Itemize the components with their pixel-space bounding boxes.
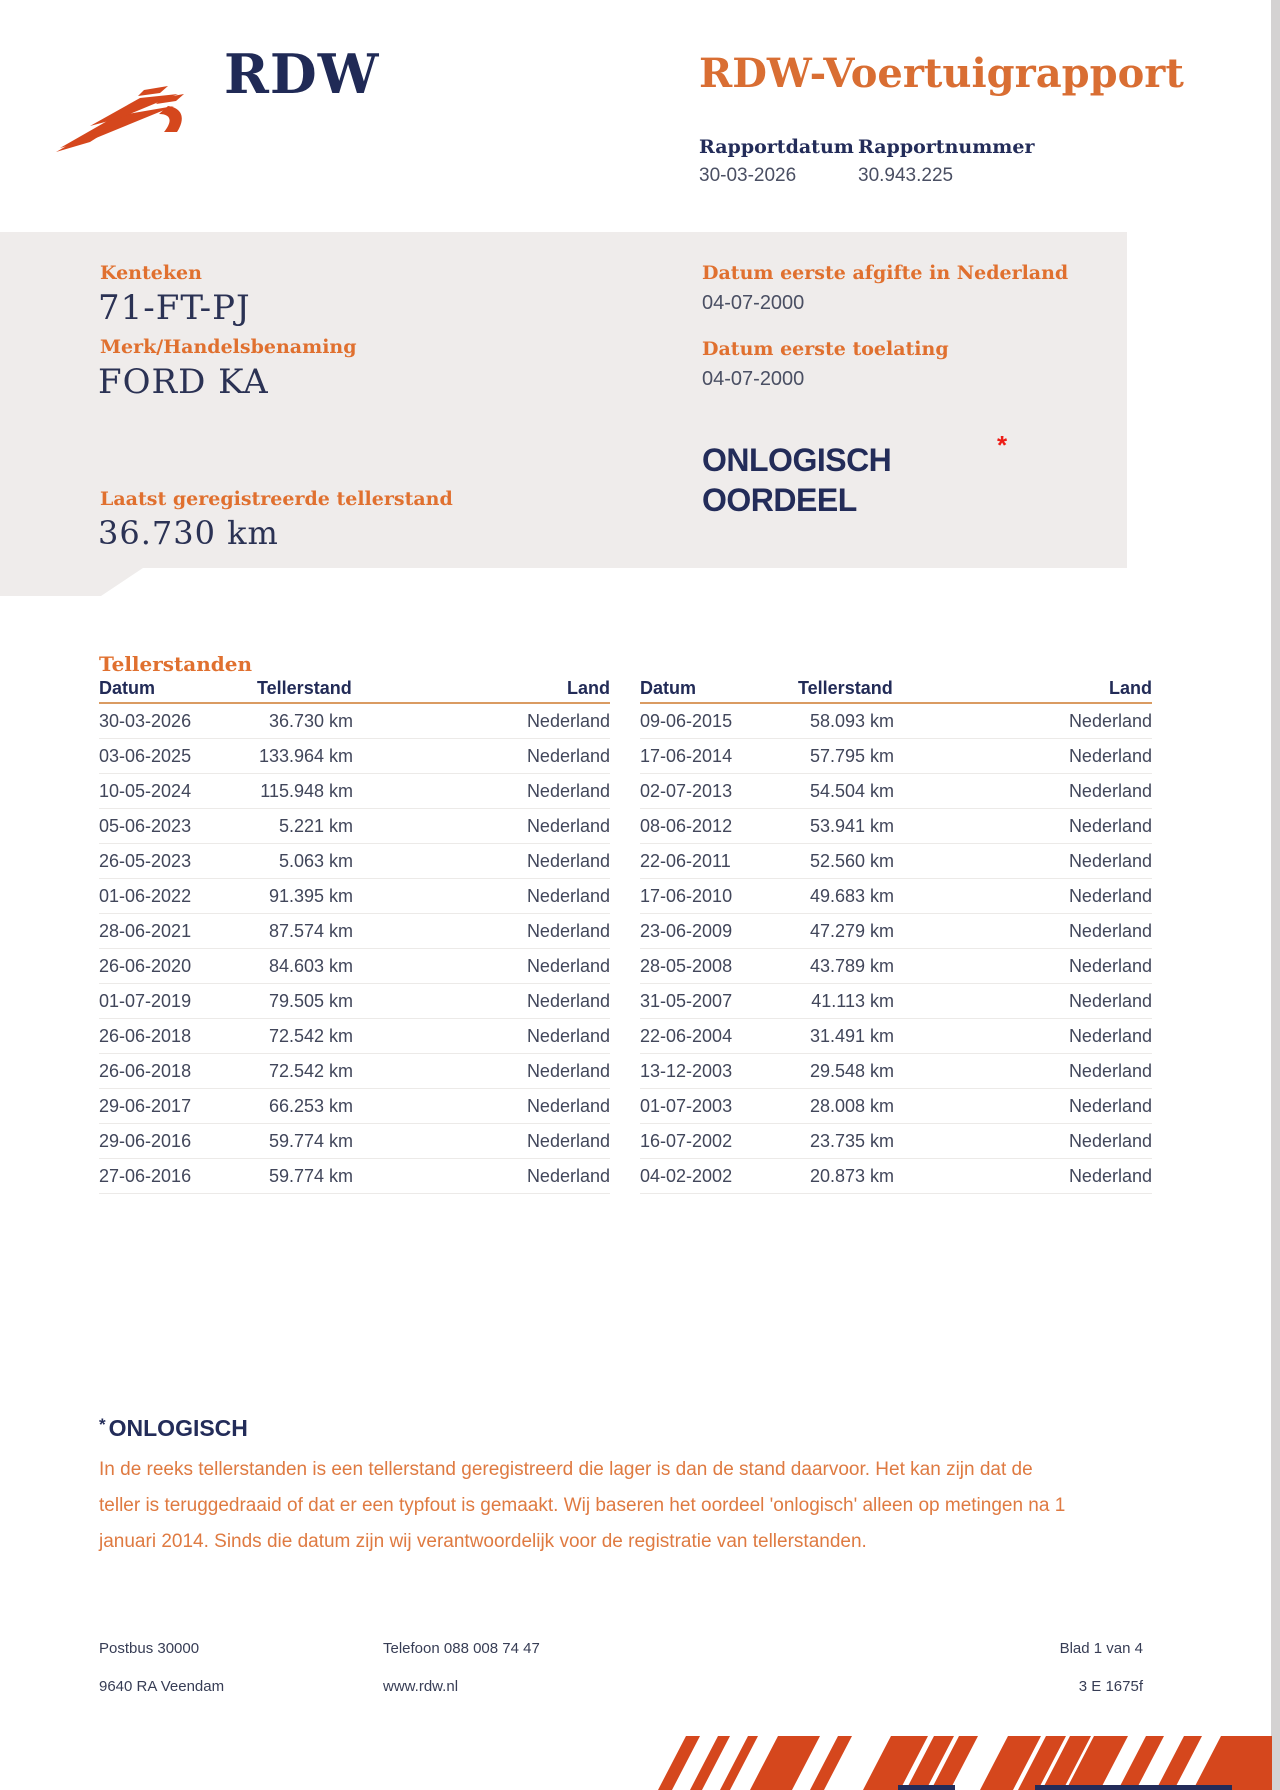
row-land: Nederland [526, 711, 610, 731]
oordeel-text [702, 440, 891, 520]
row-km: 52.560 km [809, 851, 894, 871]
row-date: 08-06-2012 [640, 816, 733, 836]
row-land: Nederland [526, 816, 610, 836]
row-km: 5.063 km [278, 851, 353, 871]
row-land: Nederland [526, 956, 610, 976]
row-land: Nederland [1068, 851, 1152, 871]
row-date: 23-06-2009 [640, 921, 733, 941]
row-km: 41.113 km [811, 991, 894, 1011]
row-km: 5.221 km [278, 816, 353, 836]
row-date: 10-05-2024 [99, 781, 192, 801]
row-date: 04-02-2002 [640, 1166, 733, 1186]
table-header-row [640, 678, 1152, 704]
laatste-tellerstand-label: Laatst geregistreerde tellerstand [100, 488, 453, 510]
report-number-label: Rapportnummer [858, 136, 1035, 158]
row-date: 05-06-2023 [99, 816, 192, 836]
row-land: Nederland [1068, 921, 1152, 941]
scrollbar-track[interactable] [1271, 0, 1280, 1790]
tellerstanden-heading: Tellerstanden [99, 652, 253, 676]
row-km: 53.941 km [809, 816, 894, 836]
row-land: Nederland [1068, 886, 1152, 906]
row-land: Nederland [1068, 711, 1152, 731]
merk-label: Merk/Handelsbenaming [100, 336, 357, 358]
row-land: Nederland [1068, 1061, 1152, 1081]
row-date: 17-06-2014 [640, 746, 733, 766]
table-row [99, 1159, 610, 1194]
table-row [640, 879, 1152, 914]
row-land: Nederland [1068, 816, 1152, 836]
table-row [99, 809, 610, 844]
row-date: 01-07-2003 [640, 1096, 733, 1116]
note-title-text: ONLOGISCH [108, 1415, 248, 1441]
row-km: 79.505 km [268, 991, 353, 1011]
row-date: 26-06-2018 [99, 1061, 192, 1081]
row-km: 49.683 km [809, 886, 894, 906]
row-date: 17-06-2010 [640, 886, 733, 906]
table-row [640, 1159, 1152, 1194]
table-row [99, 984, 610, 1019]
row-date: 03-06-2025 [99, 746, 192, 766]
row-land: Nederland [1068, 1096, 1152, 1116]
row-land: Nederland [526, 746, 610, 766]
report-date-label: Rapportdatum [699, 136, 854, 158]
oordeel-line2: OORDEEL [702, 482, 857, 518]
row-km: 54.504 km [809, 781, 894, 801]
table-row [99, 704, 610, 739]
merk-value: FORD KA [98, 362, 269, 402]
row-land: Nederland [526, 991, 610, 1011]
afgifte-value: 04-07-2000 [702, 292, 805, 314]
report-date-value: 30-03-2026 [699, 165, 797, 186]
table-row [640, 984, 1152, 1019]
row-date: 26-05-2023 [99, 851, 192, 871]
row-date: 01-07-2019 [99, 991, 192, 1011]
table-row [640, 1089, 1152, 1124]
row-date: 27-06-2016 [99, 1166, 192, 1186]
table-row [640, 1124, 1152, 1159]
table-row [640, 1054, 1152, 1089]
oordeel-line1: ONLOGISCH [702, 442, 892, 478]
row-date: 30-03-2026 [99, 711, 192, 731]
row-land: Nederland [1068, 746, 1152, 766]
rdw-footer-artwork [650, 1736, 1272, 1790]
row-land: Nederland [526, 1096, 610, 1116]
row-km: 29.548 km [809, 1061, 894, 1081]
row-date: 22-06-2004 [640, 1026, 733, 1046]
tellerstanden-table-left [99, 678, 610, 1194]
table-row [99, 1054, 610, 1089]
row-date: 31-05-2007 [640, 991, 733, 1011]
row-date: 29-06-2016 [99, 1131, 192, 1151]
footer-phone: Telefoon 088 008 74 47 [383, 1640, 540, 1657]
kenteken-label: Kenteken [100, 262, 202, 284]
row-date: 01-06-2022 [99, 886, 192, 906]
row-km: 20.873 km [809, 1166, 894, 1186]
row-land: Nederland [526, 1166, 610, 1186]
row-km: 31.491 km [809, 1026, 894, 1046]
toelating-value: 04-07-2000 [702, 368, 805, 390]
table-row [640, 809, 1152, 844]
table-row [99, 914, 610, 949]
row-land: Nederland [1068, 1131, 1152, 1151]
footer-website-link[interactable]: www.rdw.nl [383, 1678, 459, 1695]
note-asterisk-marker: * [99, 1415, 106, 1434]
row-km: 84.603 km [268, 956, 353, 976]
row-km: 59.774 km [268, 1166, 353, 1186]
row-date: 28-05-2008 [640, 956, 733, 976]
row-land: Nederland [526, 1061, 610, 1081]
row-km: 133.964 km [258, 746, 353, 766]
tellerstanden-table-right [640, 678, 1152, 1194]
row-date: 16-07-2002 [640, 1131, 733, 1151]
table-row [640, 844, 1152, 879]
table-row [640, 949, 1152, 984]
col-header-land: Land [567, 678, 610, 698]
footer-address-line1: Postbus 30000 [99, 1640, 200, 1657]
footer-form-code: 3 E 1675f [1078, 1678, 1143, 1695]
page-title: RDW-Voertuigrapport [699, 50, 1184, 97]
row-km: 23.735 km [809, 1131, 894, 1151]
row-km: 115.948 km [260, 781, 353, 801]
row-land: Nederland [526, 1131, 610, 1151]
row-date: 29-06-2017 [99, 1096, 192, 1116]
table-row [99, 879, 610, 914]
row-km: 58.093 km [809, 711, 894, 731]
row-date: 28-06-2021 [99, 921, 192, 941]
note-title [99, 1415, 248, 1442]
toelating-label: Datum eerste toelating [702, 338, 949, 360]
rdw-logo-icon [56, 76, 198, 154]
table-row [640, 739, 1152, 774]
col-header-tellerstand: Tellerstand [257, 678, 352, 698]
table-row [99, 1089, 610, 1124]
row-km: 28.008 km [809, 1096, 894, 1116]
row-land: Nederland [1068, 1166, 1152, 1186]
table-row [99, 844, 610, 879]
row-land: Nederland [526, 886, 610, 906]
row-km: 72.542 km [268, 1061, 353, 1081]
table-row [640, 914, 1152, 949]
row-date: 02-07-2013 [640, 781, 733, 801]
row-land: Nederland [1068, 1026, 1152, 1046]
row-date: 09-06-2015 [640, 711, 733, 731]
footer-page-indicator: Blad 1 van 4 [1059, 1640, 1143, 1657]
row-land: Nederland [1068, 991, 1152, 1011]
row-km: 36.730 km [268, 711, 353, 731]
report-number-value: 30.943.225 [858, 165, 954, 186]
table-row [99, 1019, 610, 1054]
footer-address-line2: 9640 RA Veendam [99, 1678, 225, 1695]
laatste-tellerstand-value: 36.730 km [98, 514, 279, 552]
table-row [640, 1019, 1152, 1054]
note-body-text: In de reeks tellerstanden is een tellerstand geregistreerd die lager is dan de stand daarvoor. Het kan zijn dat de teller is teruggedraaid of dat er een typfout is gemaakt. Wij baseren het oordeel 'onlogisch' alleen op metingen na 1 januari 2014. Sinds die datum zijn wij verantwoordelijk voor de registratie van tellerstanden. [99, 1459, 1066, 1552]
kenteken-value: 71-FT-PJ [98, 288, 251, 328]
logo-wordmark: RDW [224, 42, 380, 106]
col-header-datum: Datum [99, 678, 156, 698]
col-header-datum: Datum [640, 678, 697, 698]
col-header-tellerstand: Tellerstand [798, 678, 893, 698]
table-body [640, 704, 1152, 1194]
col-header-land: Land [1109, 678, 1152, 698]
row-land: Nederland [526, 781, 610, 801]
row-date: 26-06-2018 [99, 1026, 192, 1046]
row-land: Nederland [1068, 956, 1152, 976]
row-date: 22-06-2011 [640, 851, 731, 871]
afgifte-label: Datum eerste afgifte in Nederland [702, 262, 1069, 284]
table-row [640, 704, 1152, 739]
table-row [640, 774, 1152, 809]
row-km: 66.253 km [268, 1096, 353, 1116]
table-row [99, 739, 610, 774]
row-date: 13-12-2003 [640, 1061, 733, 1081]
row-km: 59.774 km [268, 1131, 353, 1151]
row-km: 72.542 km [268, 1026, 353, 1046]
row-land: Nederland [526, 1026, 610, 1046]
oordeel-asterisk-marker: * [997, 430, 1008, 460]
row-km: 87.574 km [268, 921, 353, 941]
table-header-row [99, 678, 610, 704]
row-land: Nederland [526, 851, 610, 871]
table-row [99, 949, 610, 984]
row-km: 47.279 km [809, 921, 894, 941]
row-km: 91.395 km [268, 886, 353, 906]
table-row [99, 1124, 610, 1159]
table-body [99, 704, 610, 1194]
table-row [99, 774, 610, 809]
row-km: 43.789 km [809, 956, 894, 976]
row-land: Nederland [526, 921, 610, 941]
row-km: 57.795 km [809, 746, 894, 766]
row-date: 26-06-2020 [99, 956, 192, 976]
row-land: Nederland [1068, 781, 1152, 801]
